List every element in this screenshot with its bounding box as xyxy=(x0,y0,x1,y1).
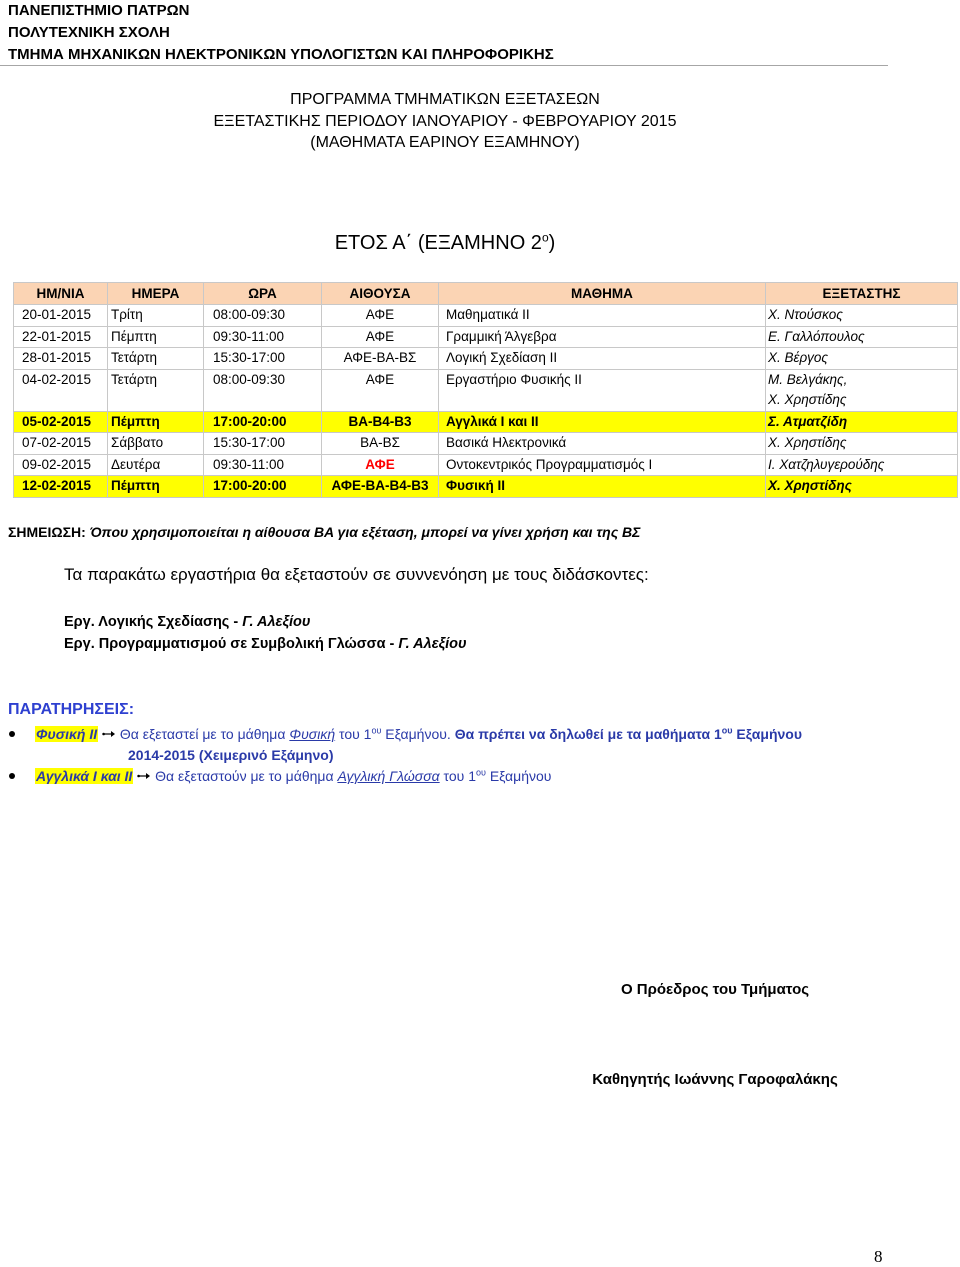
exam-room: ΑΦΕ xyxy=(322,305,439,327)
signature-name: Καθηγητής Ιωάννης Γαροφαλάκης xyxy=(592,1071,838,1088)
remark-course-ref: Φυσική xyxy=(289,726,336,742)
school-name: ΠΟΛΥΤΕΧΝΙΚΗ ΣΧΟΛΗ xyxy=(8,24,170,41)
exam-day: Σάββατο xyxy=(108,433,204,455)
note-label: ΣΗΜΕΙΩΣΗ: xyxy=(8,524,86,540)
exam-date: 09-02-2015 xyxy=(14,454,108,476)
remark-emphasis: Θα πρέπει να δηλωθεί με τα μαθήματα 1 xyxy=(454,726,722,742)
exam-date: 12-02-2015 xyxy=(14,476,108,498)
bullet-icon xyxy=(9,731,15,737)
year-heading-close: ) xyxy=(548,232,556,254)
exam-room: ΑΦΕ-ΒΑ-Β4-Β3 xyxy=(322,476,439,498)
department-name: ΤΜΗΜΑ ΜΗΧΑΝΙΚΩΝ ΗΛΕΚΤΡΟΝΙΚΩΝ ΥΠΟΛΟΓΙΣΤΩΝ ΚΑΙ ΠΛΗΡΟΦΟΡΙΚΗΣ xyxy=(8,46,554,63)
remark-text: του 1 xyxy=(443,768,476,784)
remark-text: Θα εξεταστούν με το μάθημα xyxy=(155,768,334,784)
remark-course-label: Φυσική ΙΙ xyxy=(36,726,98,742)
ordinal-sup: ου xyxy=(721,725,733,736)
exam-day: Δευτέρα xyxy=(108,454,204,476)
table-row xyxy=(14,454,958,476)
ordinal-sup: ου xyxy=(476,767,486,778)
exam-date: 05-02-2015 xyxy=(14,411,108,433)
column-header-day: ΗΜΕΡΑ xyxy=(108,283,204,305)
exam-time: 08:00-09:30 xyxy=(204,369,322,411)
remark-emphasis-line-2: 2014-2015 (Χειμερινό Εξάμηνο) xyxy=(128,747,334,763)
table-row xyxy=(14,305,958,327)
course-name: Φυσική ΙΙ xyxy=(439,476,766,498)
examiner-name: Χ. Ντούσκος xyxy=(766,305,958,327)
remark-course-label: Αγγλικά Ι και ΙΙ xyxy=(36,768,133,784)
examiner-names xyxy=(766,369,958,411)
exam-time: 09:30-11:00 xyxy=(204,454,322,476)
column-header-room: ΑΙΘΟΥΣΑ xyxy=(322,283,439,305)
column-header-date: ΗΜ/ΝΙΑ xyxy=(14,283,108,305)
table-row xyxy=(14,433,958,455)
course-name: Γραμμική Άλγεβρα xyxy=(439,326,766,348)
table-row xyxy=(14,326,958,348)
exam-room: ΑΦΕ xyxy=(322,326,439,348)
column-header-examiner: ΕΞΕΤΑΣΤΗΣ xyxy=(766,283,958,305)
exam-time: 15:30-17:00 xyxy=(204,348,322,370)
university-name: ΠΑΝΕΠΙΣΤΗΜΙΟ ΠΑΤΡΩΝ xyxy=(8,2,190,19)
lab-name: Εργ. Προγραμματισμού σε Συμβολική Γλώσσα - xyxy=(64,636,395,652)
exam-time: 17:00-20:00 xyxy=(204,411,322,433)
exam-room: ΒΑ-Β4-Β3 xyxy=(322,411,439,433)
table-row xyxy=(14,348,958,370)
column-header-time: ΩΡΑ xyxy=(204,283,322,305)
exam-day: Τετάρτη xyxy=(108,348,204,370)
exam-time: 09:30-11:00 xyxy=(204,326,322,348)
remark-text: Εξαμήνου xyxy=(489,768,552,784)
exam-day: Τρίτη xyxy=(108,305,204,327)
exam-date: 07-02-2015 xyxy=(14,433,108,455)
page-number: 8 xyxy=(874,1247,883,1266)
exam-time: 08:00-09:30 xyxy=(204,305,322,327)
bullet-icon xyxy=(9,773,15,779)
course-name: Βασικά Ηλεκτρονικά xyxy=(439,433,766,455)
labs-list xyxy=(64,611,467,655)
table-row xyxy=(14,369,958,411)
exam-room: ΑΦΕ-ΒΑ-ΒΣ xyxy=(322,348,439,370)
institution-header xyxy=(8,0,554,66)
remark-line xyxy=(35,766,551,787)
exam-day: Τετάρτη xyxy=(108,369,204,411)
exam-date: 28-01-2015 xyxy=(14,348,108,370)
arrow-right-icon xyxy=(102,729,116,739)
room-note xyxy=(8,523,640,541)
examiner-name: Ε. Γαλλόπουλος xyxy=(766,326,958,348)
title-line-1: ΠΡΟΓΡΑΜΜΑ ΤΜΗΜΑΤΙΚΩΝ ΕΞΕΤΑΣΕΩΝ xyxy=(290,91,600,108)
title-line-2: ΕΞΕΤΑΣΤΙΚΗΣ ΠΕΡΙΟΔΟΥ ΙΑΝΟΥΑΡΙΟΥ - ΦΕΒΡΟΥΑΡΙΟΥ 2015 xyxy=(213,112,677,130)
exam-room: ΑΦΕ xyxy=(322,454,439,476)
examiner-name: Ι. Χατζηλυγερούδης xyxy=(766,454,958,476)
remark-emphasis: Εξαμήνου xyxy=(736,726,802,742)
list-item xyxy=(64,611,467,633)
ordinal-sup: ου xyxy=(371,725,382,736)
column-header-course: ΜΑΘΗΜΑ xyxy=(439,283,766,305)
remark-text: Εξαμήνου. xyxy=(385,726,451,742)
list-item xyxy=(64,633,467,655)
exam-day: Πέμπτη xyxy=(108,411,204,433)
year-heading xyxy=(0,228,890,258)
exam-date: 20-01-2015 xyxy=(14,305,108,327)
remark-course-ref: Αγγλική Γλώσσα xyxy=(337,768,440,784)
exam-date: 22-01-2015 xyxy=(14,326,108,348)
header-divider xyxy=(0,65,888,66)
exam-time: 17:00-20:00 xyxy=(204,476,322,498)
arrow-right-icon xyxy=(137,771,151,781)
note-text: Όπου χρησιμοποιείται η αίθουσα ΒΑ για εξέταση, μπορεί να γίνει χρήση και της ΒΣ xyxy=(89,524,641,540)
course-name: Οντοκεντρικός Προγραμματισμός Ι xyxy=(439,454,766,476)
remarks-heading: ΠΑΡΑΤΗΡΗΣΕΙΣ: xyxy=(8,701,135,718)
title-line-3: (ΜΑΘΗΜΑΤΑ ΕΑΡΙΝΟΥ ΕΞΑΜΗΝΟΥ) xyxy=(310,134,580,151)
lab-instructor: Γ. Αλεξίου xyxy=(242,614,311,630)
examiner-name: Χ. Χρηστίδης xyxy=(766,476,958,498)
remark-line xyxy=(35,724,802,745)
signature-role: Ο Πρόεδρος του Τμήματος xyxy=(620,981,810,998)
exam-room: ΒΑ-ΒΣ xyxy=(322,433,439,455)
course-name: Μαθηματικά ΙΙ xyxy=(439,305,766,327)
lab-name: Εργ. Λογικής Σχεδίασης - xyxy=(64,614,239,630)
course-name: Αγγλικά Ι και ΙΙ xyxy=(439,411,766,433)
examiner-name: Σ. Ατματζίδη xyxy=(766,411,958,433)
lab-instructor: Γ. Αλεξίου xyxy=(398,636,467,652)
year-heading-sup: ο xyxy=(541,230,549,245)
course-name: Εργαστήριο Φυσικής ΙΙ xyxy=(439,369,766,411)
examiner-name: Χ. Βέργος xyxy=(766,348,958,370)
exam-date: 04-02-2015 xyxy=(14,369,108,411)
examiner-name: Μ. Βελγάκης, xyxy=(768,371,848,387)
examiner-name: Χ. Χρηστίδης xyxy=(766,433,958,455)
exam-room: ΑΦΕ xyxy=(322,369,439,411)
exam-day: Πέμπτη xyxy=(108,476,204,498)
table-row xyxy=(14,411,958,433)
examiner-name: Χ. Χρηστίδης xyxy=(768,392,847,407)
remark-text: Θα εξεταστεί με το μάθημα xyxy=(119,726,286,742)
document-title xyxy=(0,89,890,154)
exam-schedule-table xyxy=(13,282,958,498)
exam-time: 15:30-17:00 xyxy=(204,433,322,455)
exam-day: Πέμπτη xyxy=(108,326,204,348)
course-name: Λογική Σχεδίαση ΙΙ xyxy=(439,348,766,370)
labs-intro: Τα παρακάτω εργαστήρια θα εξεταστούν σε συννενόηση με τους διδάσκοντες: xyxy=(64,565,649,584)
table-header-row xyxy=(14,283,958,305)
table-row xyxy=(14,476,958,498)
year-heading-text: ΕΤΟΣ Α΄ (ΕΞΑΜΗΝΟ 2 xyxy=(334,232,542,254)
remark-text: του 1 xyxy=(339,726,372,742)
